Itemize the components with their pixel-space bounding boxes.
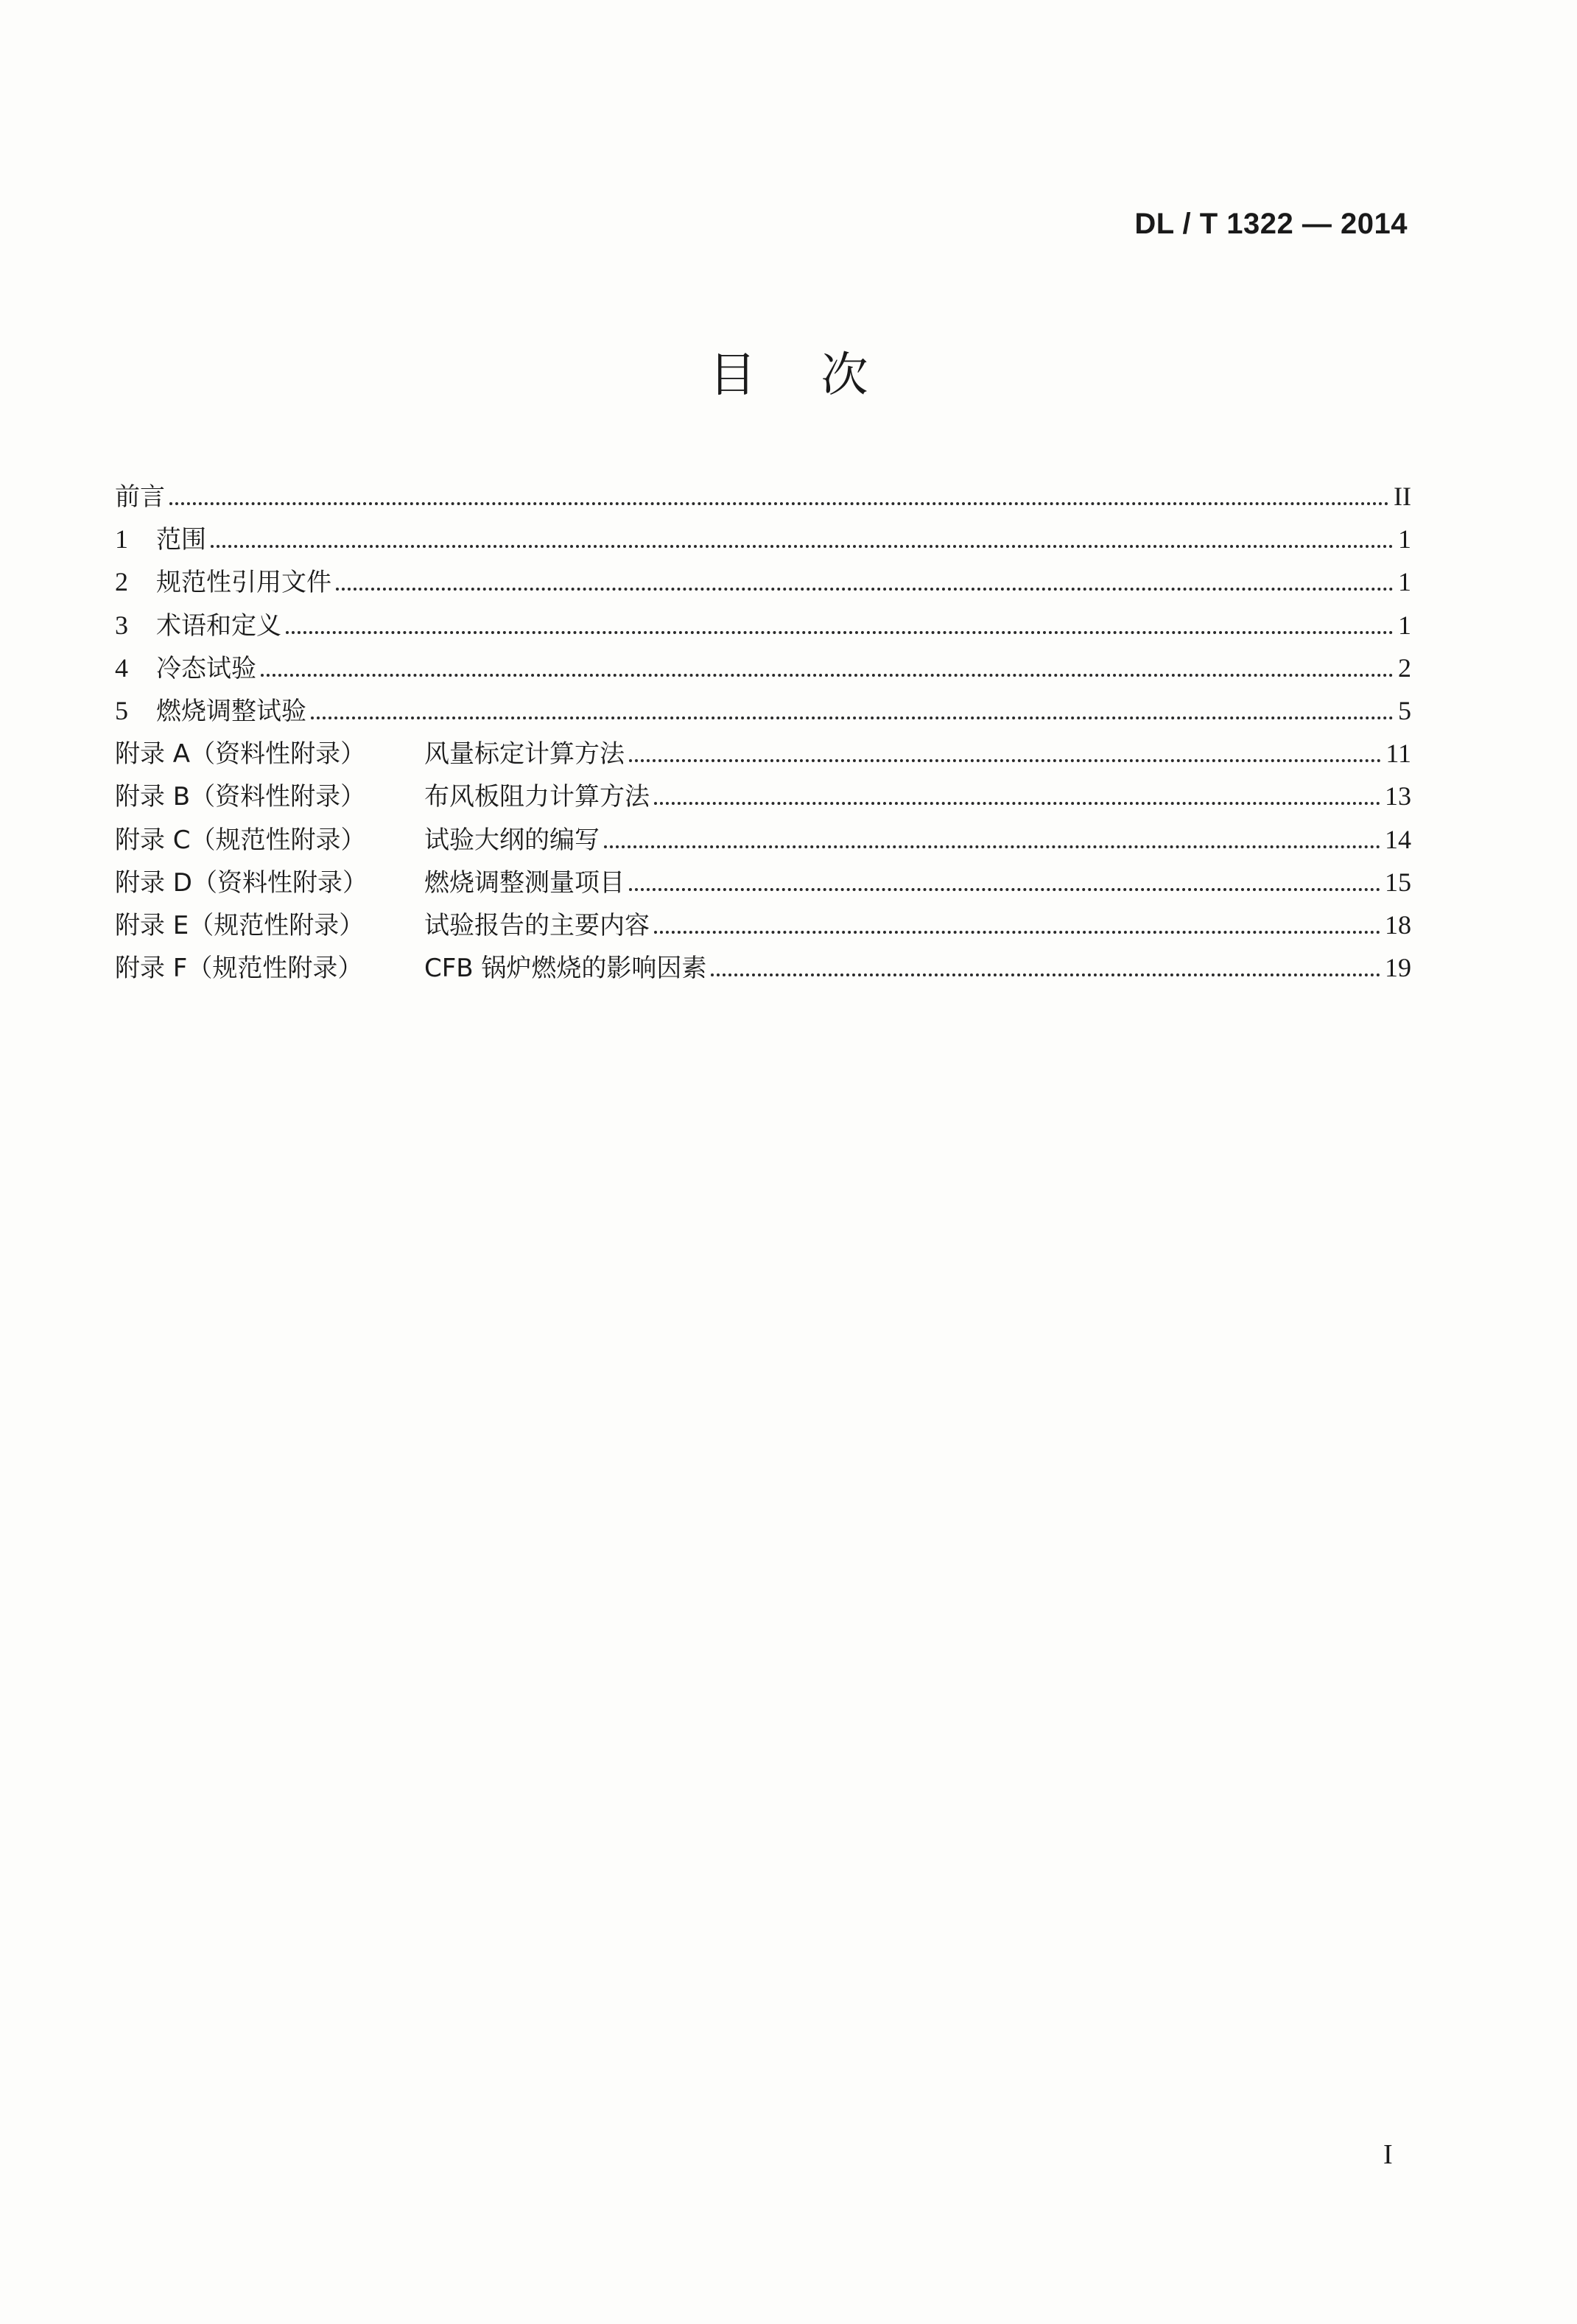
toc-entry-page: 14: [1385, 824, 1411, 854]
appendix-prefix: 附录 D（资料性附录）: [115, 867, 368, 898]
toc-entry-appendix-a[interactable]: [115, 732, 1411, 775]
standard-code: DL / T 1322 — 2014: [1134, 208, 1408, 240]
toc-entry-page: 1: [1398, 524, 1411, 554]
toc-entry-label: 风量标定计算方法: [424, 739, 625, 770]
toc-entry-appendix-f[interactable]: [115, 946, 1411, 989]
appendix-prefix: 附录 B（资料性附录）: [115, 782, 366, 812]
toc-entry-label: 试验报告的主要内容: [424, 910, 650, 940]
toc-entry-page: 5: [1398, 695, 1411, 725]
toc-entry-label: 规范性引用文件: [156, 568, 331, 598]
leader-dots: [654, 931, 1380, 934]
toc-entry-page: 2: [1398, 652, 1411, 683]
toc-entry-page: 11: [1385, 739, 1411, 769]
toc-entry-number: 1: [115, 524, 128, 554]
appendix-prefix: 附录 E（规范性附录）: [115, 910, 365, 940]
toc-entry-combustion-test[interactable]: [115, 689, 1411, 732]
toc-list: [115, 475, 1411, 989]
appendix-prefix: 附录 C（规范性附录）: [115, 825, 366, 855]
leader-dots: [169, 502, 1389, 505]
toc-entry-label: 布风板阻力计算方法: [424, 782, 650, 812]
toc-entry-number: 3: [115, 610, 128, 640]
toc-entry-normative-references[interactable]: [115, 560, 1411, 603]
toc-entry-appendix-d[interactable]: [115, 861, 1411, 904]
toc-entry-appendix-c[interactable]: [115, 818, 1411, 861]
leader-dots: [629, 759, 1381, 762]
toc-entry-page: 13: [1385, 781, 1411, 811]
toc-entry-label: 术语和定义: [156, 610, 281, 641]
toc-entry-page: 15: [1385, 867, 1411, 897]
leader-dots: [311, 716, 1394, 719]
toc-entry-number: 5: [115, 695, 128, 725]
toc-entry-page: II: [1394, 482, 1411, 511]
toc-entry-appendix-b[interactable]: [115, 775, 1411, 817]
toc-entry-number: 4: [115, 652, 128, 683]
toc-entry-appendix-e[interactable]: [115, 904, 1411, 946]
leader-dots: [604, 845, 1380, 848]
toc-entry-page: 18: [1385, 909, 1411, 940]
toc-entry-label: 试验大纲的编写: [424, 825, 600, 855]
page-number: I: [1383, 2139, 1393, 2170]
leader-dots: [261, 674, 1394, 677]
appendix-prefix: 附录 A（资料性附录）: [115, 739, 366, 770]
appendix-prefix: 附录 F（规范性附录）: [115, 954, 363, 984]
leader-dots: [286, 631, 1394, 634]
toc-entry-number: 2: [115, 567, 128, 597]
leader-dots: [711, 973, 1380, 976]
toc-entry-page: 19: [1385, 953, 1411, 983]
toc-entry-label: 燃烧调整测量项目: [424, 867, 625, 898]
leader-dots: [629, 888, 1380, 891]
toc-entry-cold-test[interactable]: [115, 647, 1411, 689]
toc-entry-foreword[interactable]: [115, 475, 1411, 518]
toc-entry-page: 1: [1398, 610, 1411, 640]
leader-dots: [336, 588, 1394, 591]
toc-entry-page: 1: [1398, 567, 1411, 597]
toc-entry-scope[interactable]: [115, 518, 1411, 560]
toc-entry-label: 范围: [156, 525, 206, 555]
leader-dots: [654, 802, 1380, 805]
toc-entry-label: 前言: [115, 482, 165, 512]
toc-entry-label: 冷态试验: [156, 653, 256, 683]
toc-entry-label: 燃烧调整试验: [156, 696, 306, 726]
toc-entry-label: CFB 锅炉燃烧的影响因素: [424, 954, 707, 984]
toc-entry-terms[interactable]: [115, 604, 1411, 647]
page-title: 目次: [709, 348, 933, 403]
leader-dots: [211, 545, 1394, 548]
